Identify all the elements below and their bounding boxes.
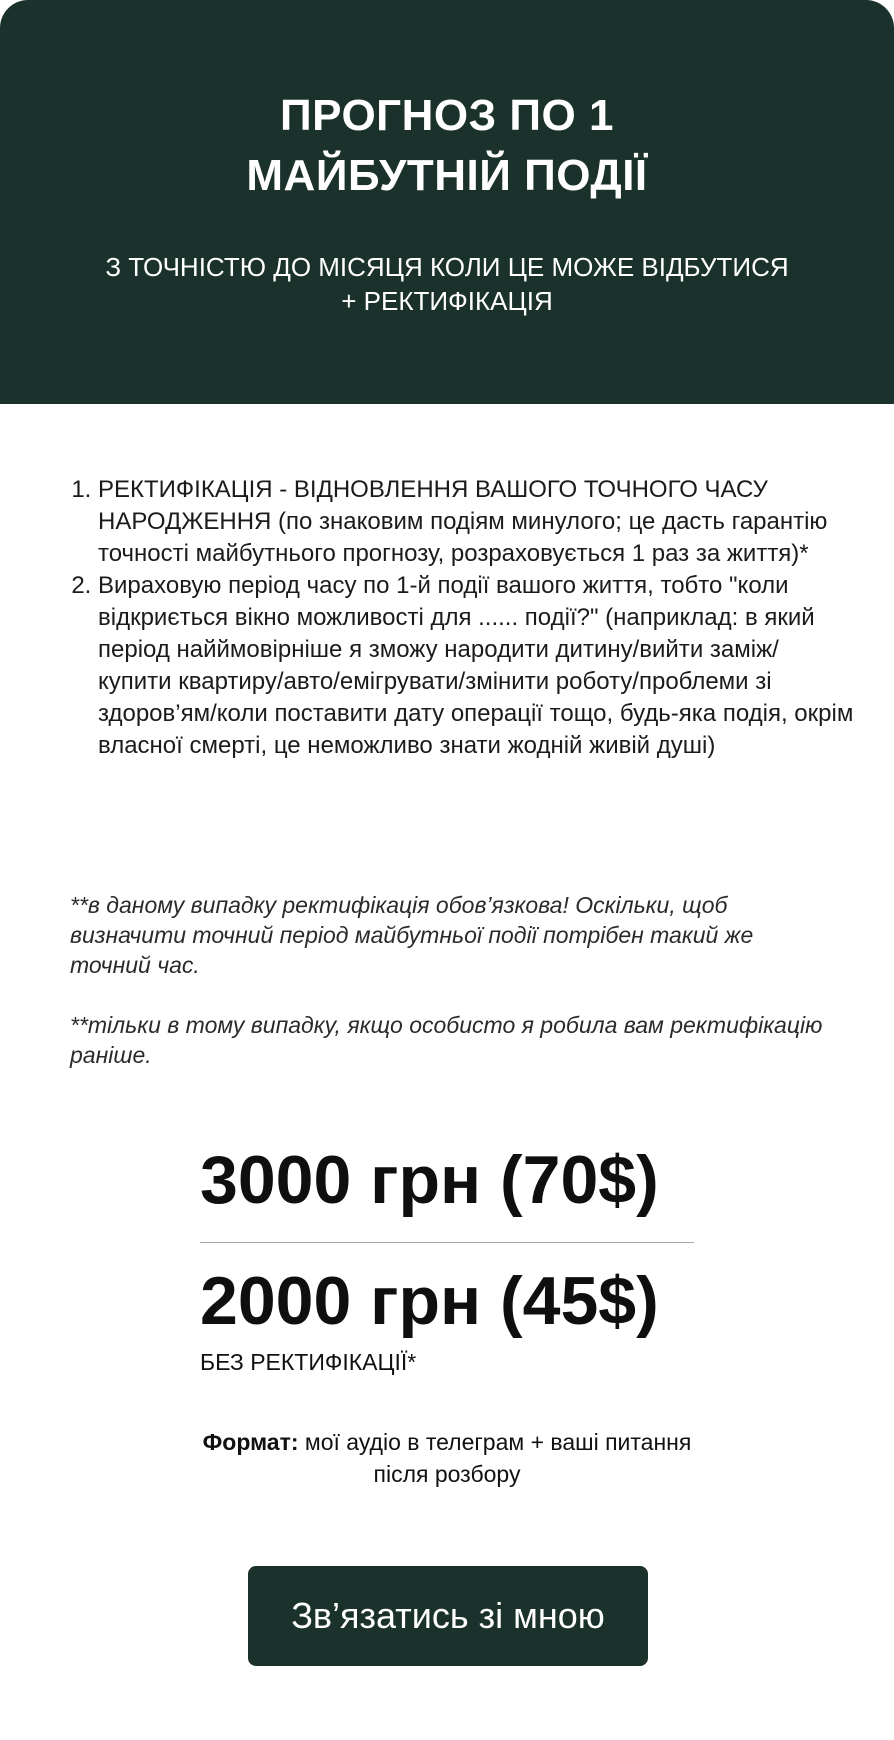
- page-title-line-1: ПРОГНОЗ ПО 1: [280, 91, 614, 140]
- page-subtitle: [40, 250, 854, 318]
- format-text: мої аудіо в телеграм + ваші питання після розбору: [298, 1429, 692, 1487]
- price-full: 3000 грн (70$): [200, 1142, 659, 1218]
- footnotes: [70, 890, 830, 1100]
- contact-button[interactable]: Зв’язатись зі мною: [248, 1566, 648, 1666]
- service-step-forecast: 2. Вираховую період часу по 1-й події вашого життя, тобто "коли відкриється вікно можливості для ...... події?" (наприклад: в який період найймовірніше я зможу народити дитину/вийти заміж/ купити квартиру/авто/емігрувати/змінити роботу/проблеми зі здоров’ям/коли поставити дату операції тощо, будь-яка подія, окрім власної смерті, це неможливо знати жодній живій душі): [98, 570, 856, 762]
- price-reduced-note: БЕЗ РЕКТИФІКАЦІЇ*: [200, 1349, 417, 1375]
- page-subtitle-line-1: З ТОЧНІСТЮ ДО МІСЯЦЯ КОЛИ ЦЕ МОЖЕ ВІДБУТИСЯ: [105, 252, 789, 282]
- format-label: Формат:: [202, 1429, 299, 1455]
- hero-banner: [0, 0, 894, 404]
- page-title: [0, 86, 894, 206]
- footnote-condition: **тільки в тому випадку, якщо особисто я робила вам ректифікацію раніше.: [70, 1012, 823, 1068]
- price-divider: [200, 1242, 694, 1243]
- service-steps-list: [66, 474, 856, 762]
- price-reduced: 2000 грн (45$): [200, 1263, 659, 1339]
- page-title-line-2: МАЙБУТНІЙ ПОДІЇ: [246, 151, 648, 200]
- service-step-rectification: 1. РЕКТИФІКАЦІЯ - ВІДНОВЛЕННЯ ВАШОГО ТОЧНОГО ЧАСУ НАРОДЖЕННЯ (по знаковим подіям минулого; це дасть гарантію точності майбутнього прогнозу, розраховується 1 раз за життя)*: [98, 474, 856, 570]
- page-subtitle-line-2: + РЕКТИФІКАЦІЯ: [341, 286, 553, 316]
- format-info: [180, 1426, 714, 1490]
- footnote-required: **в даному випадку ректифікація обов’язкова! Оскільки, щоб визначити точний період майбутньої події потрібен такий же точний час.: [70, 892, 754, 978]
- pricing-block: [200, 1140, 700, 1377]
